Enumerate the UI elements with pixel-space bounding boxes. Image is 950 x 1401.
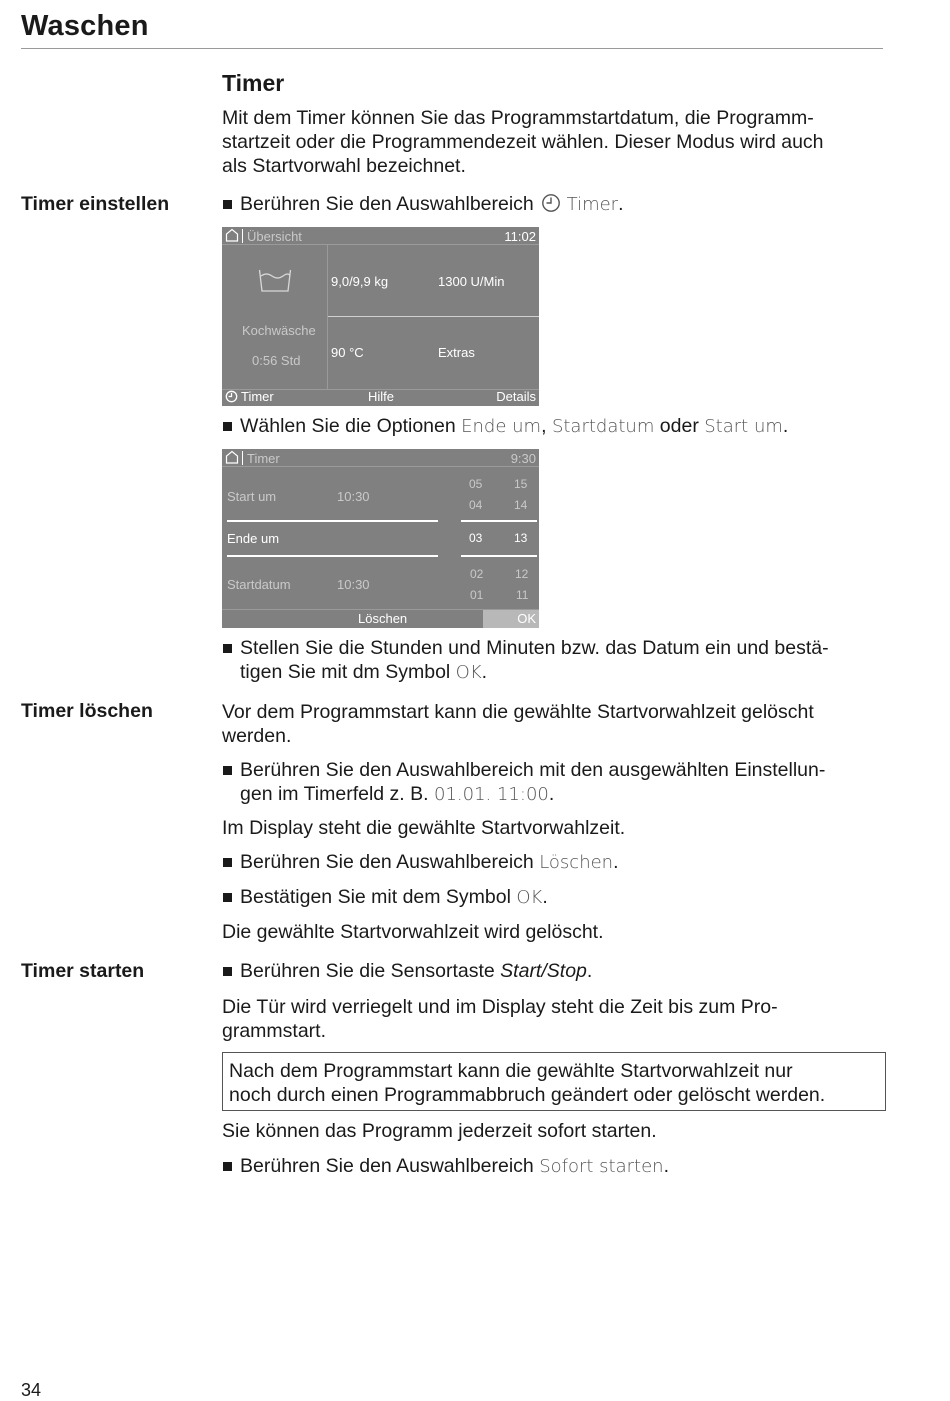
display-text-start-um: Start um	[704, 416, 783, 437]
text-line: Die Tür wird verriegelt und im Display steht die Zeit bis zum Pro-	[222, 996, 778, 1018]
step-text: oder	[659, 415, 699, 437]
option-startdatum[interactable]: Startdatum	[227, 577, 291, 592]
bullet-square	[223, 766, 232, 775]
punctuation: .	[782, 415, 789, 437]
wheel-selection-line-top	[461, 520, 537, 522]
selection-line-top	[227, 520, 438, 522]
note-box	[222, 1052, 886, 1111]
divider	[222, 244, 539, 245]
step-text: Bestätigen Sie mit dem Symbol	[240, 886, 511, 908]
footer-timer-label: Timer	[241, 389, 274, 404]
clock-icon	[225, 390, 238, 403]
display-text-date-time: 01.01. 11:00	[434, 784, 549, 805]
step-text: Berühren Sie den Auswahlbereich	[240, 193, 534, 215]
minute-wheel-selected[interactable]: 13	[514, 531, 528, 545]
step-press-start-stop	[222, 959, 890, 983]
home-icon	[225, 228, 239, 242]
info-start-immediately: Sie können das Programm jederzeit sofort starten.	[222, 1120, 657, 1142]
punctuation: .	[481, 661, 488, 683]
minute-wheel-item[interactable]: 15	[514, 477, 528, 491]
screen-title: Übersicht	[247, 229, 302, 244]
intro-line: Mit dem Timer können Sie das Programmstartdatum, die Programm-	[222, 107, 814, 129]
intro-line: startzeit oder die Programmendezeit wählen. Dieser Modus wird auch	[222, 131, 824, 153]
bullet-square	[223, 858, 232, 867]
step-confirm-ok	[222, 885, 890, 910]
clock-icon	[541, 193, 561, 213]
delete-result: Die gewählte Startvorwahlzeit wird gelöscht.	[222, 921, 604, 943]
hour-wheel-item[interactable]: 05	[469, 477, 483, 491]
display-screen-timer	[222, 449, 539, 628]
step-text: Wählen Sie die Optionen	[240, 415, 456, 437]
hour-wheel-item[interactable]: 02	[470, 567, 484, 581]
footer-help-button[interactable]: Hilfe	[368, 389, 395, 404]
step-text-line	[240, 782, 890, 807]
step-text-line: Stellen Sie die Stunden und Minuten bzw. das Datum ein und bestä-	[240, 637, 829, 659]
step-text: Berühren Sie den Auswahlbereich	[240, 851, 534, 873]
display-text-ok: OK	[455, 662, 482, 683]
delete-button[interactable]: Löschen	[358, 611, 408, 626]
punctuation: ,	[541, 415, 547, 437]
bullet-square	[223, 967, 232, 976]
step-touch-timer-field	[222, 758, 890, 807]
program-name: Kochwäsche	[242, 323, 316, 338]
bullet-square	[223, 200, 232, 209]
wash-tub-icon	[258, 269, 292, 293]
header-divider	[21, 48, 883, 49]
text-line: grammstart.	[222, 1020, 327, 1042]
display-text-startdatum: Startdatum	[551, 416, 655, 437]
punctuation: .	[618, 193, 624, 215]
temperature-value[interactable]: 90 °C	[331, 345, 364, 360]
intro-line: als Startvorwahl bezeichnet.	[222, 155, 466, 177]
divider	[328, 316, 539, 317]
section-title: Timer	[222, 70, 285, 96]
hour-wheel-item[interactable]: 04	[469, 498, 483, 512]
spin-speed-value[interactable]: 1300 U/Min	[438, 274, 505, 289]
sidebar-label-timer-starten: Timer starten	[21, 960, 145, 982]
wheel-selection-line-bottom	[461, 555, 537, 557]
divider	[327, 245, 328, 389]
minute-wheel-item[interactable]: 14	[514, 498, 528, 512]
punctuation: .	[542, 886, 548, 908]
step-set-time	[222, 636, 890, 685]
sensor-key-name: Start/Stop	[500, 960, 587, 982]
display-screen-overview	[222, 227, 539, 406]
sidebar-label-timer-einstellen: Timer einstellen	[21, 193, 170, 215]
divider	[222, 466, 539, 467]
hour-wheel-item[interactable]: 01	[470, 588, 484, 602]
program-duration: 0:56 Std	[252, 353, 301, 368]
step-choose-options	[222, 414, 890, 439]
step-touch-delete	[222, 850, 890, 875]
note-line: Nach dem Programmstart kann die gewählte Startvorwahlzeit nur	[229, 1060, 793, 1082]
punctuation: .	[548, 783, 555, 805]
punctuation: .	[586, 960, 593, 982]
punctuation: .	[613, 851, 619, 873]
info-display-shows-time: Im Display steht die gewählte Startvorwahlzeit.	[222, 817, 626, 839]
bullet-square	[223, 893, 232, 902]
divider	[242, 451, 243, 465]
ok-button-label: OK	[517, 611, 536, 626]
extras-option[interactable]: Extras	[438, 345, 475, 360]
bullet-square	[223, 422, 232, 431]
step-touch-start-now	[222, 1154, 890, 1179]
step-text-line: Berühren Sie den Auswahlbereich mit den ausgewählten Einstellun-	[240, 759, 826, 781]
step-text: tigen Sie mit dm Symbol	[240, 661, 451, 683]
sidebar-label-timer-loeschen: Timer löschen	[21, 700, 153, 722]
note-line: noch durch einen Programmabbruch geändert oder gelöscht werden.	[229, 1084, 826, 1106]
minute-wheel-item[interactable]: 11	[516, 588, 529, 602]
screen-time: 11:02	[504, 229, 536, 244]
display-text-sofort-starten: Sofort starten	[539, 1156, 664, 1177]
step-touch-timer	[222, 192, 890, 217]
text-line: Vor dem Programmstart kann die gewählte Startvorwahlzeit gelöscht	[222, 701, 814, 723]
step-text: Berühren Sie die Sensortaste	[240, 960, 495, 982]
bullet-square	[223, 1162, 232, 1171]
weight-value[interactable]: 9,0/9,9 kg	[331, 274, 389, 289]
page-header-title: Waschen	[21, 10, 149, 42]
option-ende-um[interactable]: Ende um	[227, 531, 280, 546]
punctuation: .	[663, 1155, 669, 1177]
start-um-value: 10:30	[337, 489, 370, 504]
footer-details-button[interactable]: Details	[496, 389, 536, 404]
screen-title: Timer	[247, 451, 280, 466]
display-text-timer: Timer	[566, 194, 619, 215]
startdatum-value: 10:30	[337, 577, 370, 592]
home-icon	[225, 450, 239, 464]
footer-timer-button[interactable]	[225, 389, 274, 404]
divider	[242, 229, 243, 243]
page-number: 34	[21, 1380, 42, 1400]
step-text: gen im Timerfeld z. B.	[240, 783, 429, 805]
intro-paragraph	[222, 106, 887, 178]
selection-line-bottom	[227, 555, 438, 557]
hour-wheel-selected[interactable]: 03	[469, 531, 483, 545]
start-info	[222, 995, 887, 1043]
option-start-um[interactable]: Start um	[227, 489, 277, 504]
minute-wheel-item[interactable]: 12	[515, 567, 529, 581]
step-text-line	[240, 660, 890, 685]
delete-intro	[222, 700, 887, 748]
display-text-loeschen: Löschen	[539, 852, 614, 873]
display-text-ok: OK	[516, 887, 543, 908]
screen-time: 9:30	[510, 451, 536, 466]
display-text-ende-um: Ende um	[461, 416, 542, 437]
step-text: Berühren Sie den Auswahlbereich	[240, 1155, 534, 1177]
ok-button[interactable]	[483, 610, 539, 628]
bullet-square	[223, 644, 232, 653]
text-line: werden.	[222, 725, 292, 747]
